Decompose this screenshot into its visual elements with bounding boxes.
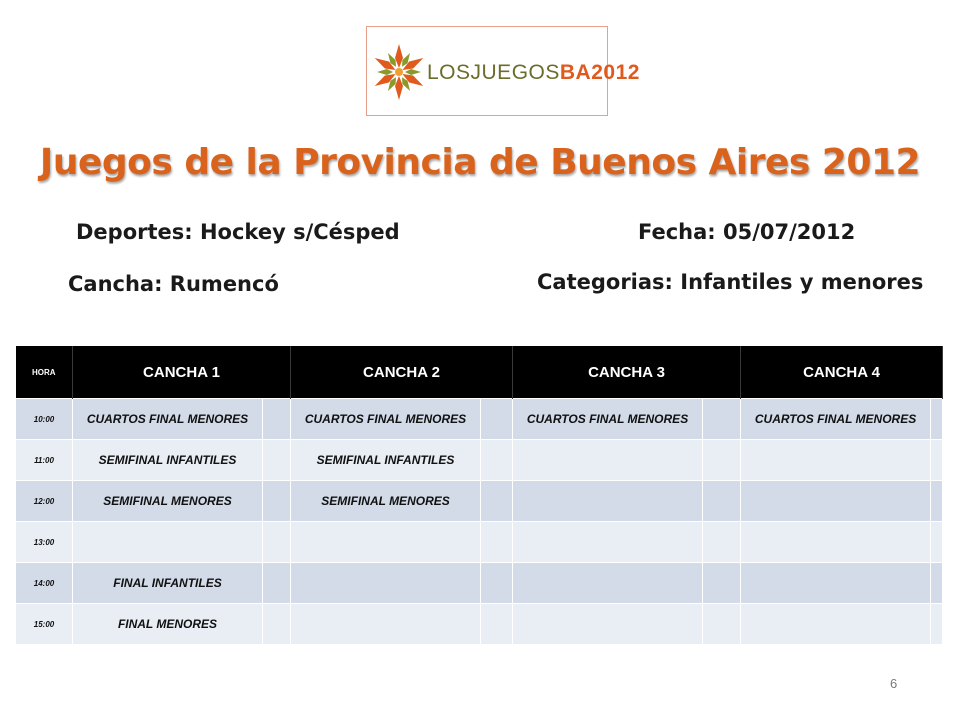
hora-cell: 10:00: [16, 399, 73, 440]
schedule-table: [15, 346, 943, 645]
page-number: 6: [890, 676, 898, 691]
header-cancha-3: CANCHA 3: [513, 346, 741, 399]
cancha-3-cell: [513, 563, 703, 604]
hora-cell: 14:00: [16, 563, 73, 604]
logo-text-a: LOSJUEGOS: [427, 61, 560, 84]
cancha-4-cell: [741, 604, 931, 645]
cancha-2-cell: [291, 522, 481, 563]
cancha-1-cell: FINAL INFANTILES: [73, 563, 263, 604]
cancha-2-cell: [291, 563, 481, 604]
logo-text: [427, 61, 640, 85]
fecha-label: Fecha: 05/07/2012: [638, 220, 856, 244]
table-row: [16, 604, 943, 645]
header-cancha-2: CANCHA 2: [291, 346, 513, 399]
hora-cell: 12:00: [16, 481, 73, 522]
snowflake-logo-icon: [371, 37, 427, 107]
hora-cell: 11:00: [16, 440, 73, 481]
logo: [366, 26, 640, 116]
logo-text-b: BA2012: [559, 61, 640, 84]
cancha-4-cell: [741, 440, 931, 481]
cancha-1-cell: CUARTOS FINAL MENORES: [73, 399, 263, 440]
table-row: [16, 481, 943, 522]
cancha-4-cell: CUARTOS FINAL MENORES: [741, 399, 931, 440]
table-row: [16, 399, 943, 440]
cancha-1-cell: FINAL MENORES: [73, 604, 263, 645]
hora-cell: 13:00: [16, 522, 73, 563]
cancha-4-cell: [741, 563, 931, 604]
cancha-4-cell: [741, 522, 931, 563]
header-cancha-4: CANCHA 4: [741, 346, 943, 399]
header-row: [16, 346, 943, 399]
categorias-label: Categorias: Infantiles y menores: [537, 270, 924, 294]
cancha-3-cell: [513, 604, 703, 645]
cancha-3-cell: [513, 522, 703, 563]
table-row: [16, 440, 943, 481]
cancha-1-cell: SEMIFINAL MENORES: [73, 481, 263, 522]
cancha-2-cell: SEMIFINAL MENORES: [291, 481, 481, 522]
cancha-3-cell: [513, 440, 703, 481]
page-title: Juegos de la Provincia de Buenos Aires 2012: [39, 142, 921, 183]
cancha-1-cell: SEMIFINAL INFANTILES: [73, 440, 263, 481]
cancha-1-cell: [73, 522, 263, 563]
table-row: [16, 563, 943, 604]
header-hora: HORA: [16, 346, 73, 399]
cancha-label: Cancha: Rumencó: [68, 272, 279, 296]
cancha-4-cell: [741, 481, 931, 522]
cancha-3-cell: CUARTOS FINAL MENORES: [513, 399, 703, 440]
header-cancha-1: CANCHA 1: [73, 346, 291, 399]
cancha-2-cell: [291, 604, 481, 645]
cancha-2-cell: SEMIFINAL INFANTILES: [291, 440, 481, 481]
cancha-2-cell: CUARTOS FINAL MENORES: [291, 399, 481, 440]
hora-cell: 15:00: [16, 604, 73, 645]
deportes-label: Deportes: Hockey s/Césped: [76, 220, 400, 244]
table-row: [16, 522, 943, 563]
cancha-3-cell: [513, 481, 703, 522]
